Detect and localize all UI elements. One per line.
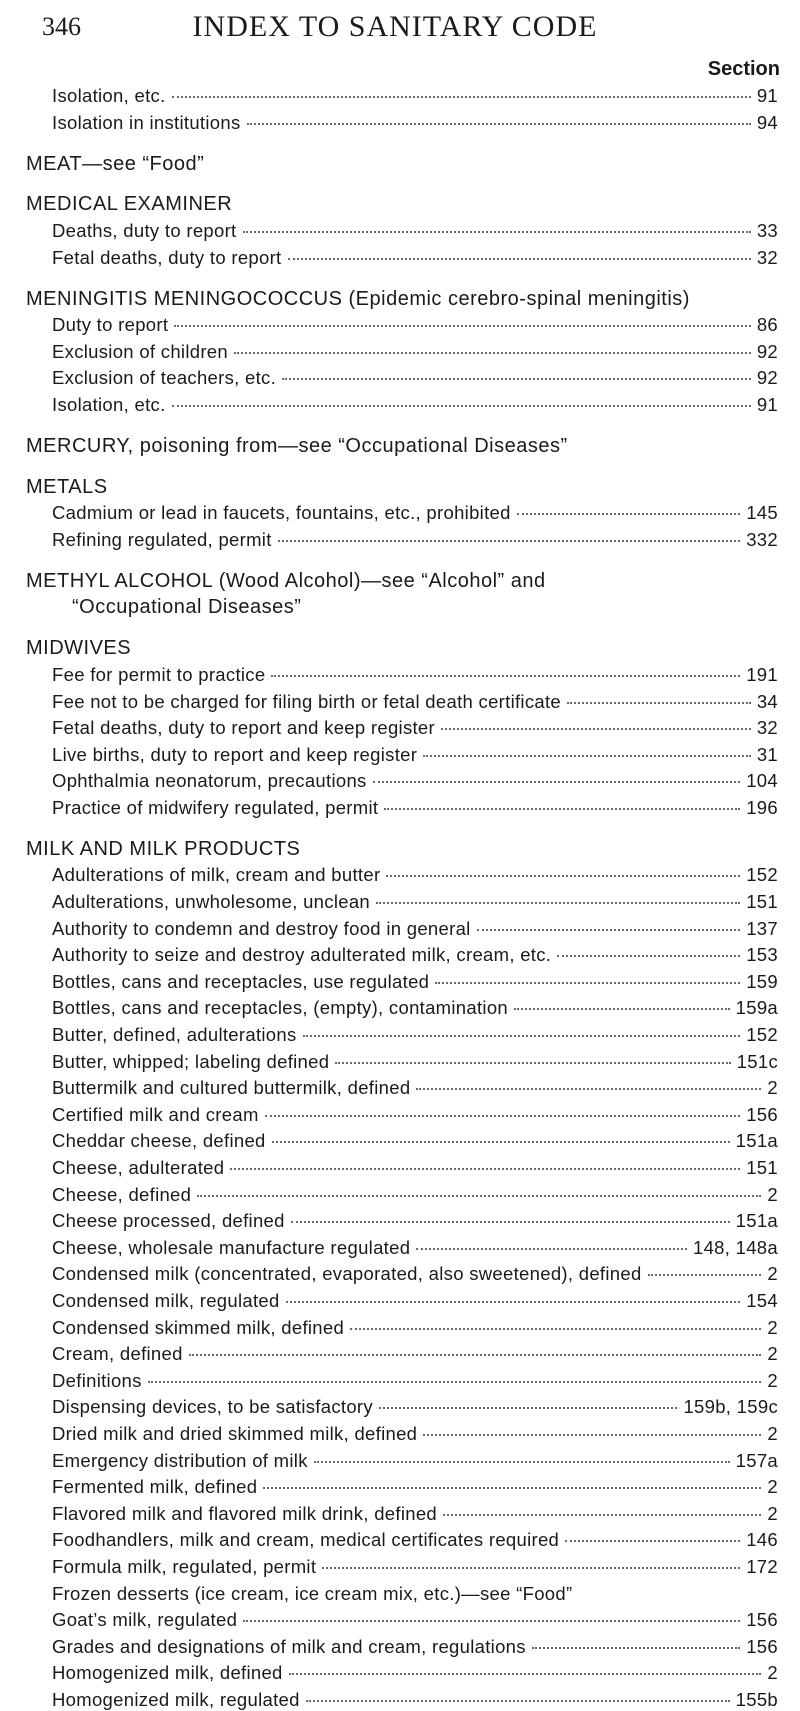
index-entry bbox=[52, 891, 778, 913]
dot-leader bbox=[278, 539, 741, 542]
entry-section-number: 172 bbox=[746, 1556, 778, 1577]
entry-text: Cheddar cheese, defined bbox=[52, 1130, 266, 1152]
dot-leader bbox=[172, 95, 751, 98]
entry-text: Bottles, cans and receptacles, (empty), contamination bbox=[52, 997, 509, 1019]
index-entry bbox=[52, 112, 778, 134]
entry-text: Cheese, wholesale manufacture regulated bbox=[52, 1236, 411, 1258]
entry-text: Dried milk and dried skimmed milk, defined bbox=[52, 1423, 418, 1444]
dot-leader bbox=[286, 1300, 741, 1303]
entry-text: Cream, defined bbox=[52, 1343, 183, 1365]
entry-section-number: 332 bbox=[746, 528, 778, 550]
index-entry bbox=[52, 1689, 778, 1711]
entry-text: Homogenized milk, defined bbox=[52, 1662, 283, 1684]
index-entry bbox=[52, 1343, 778, 1365]
index-entry bbox=[52, 797, 778, 819]
entry-section-number: 156 bbox=[746, 1635, 778, 1657]
entry-section-number: 2 bbox=[767, 1423, 778, 1444]
index-entry bbox=[52, 1556, 778, 1578]
index-heading: MIDWIVES bbox=[26, 637, 132, 660]
dot-leader bbox=[386, 874, 740, 877]
entry-section-number: 154 bbox=[746, 1290, 778, 1311]
entry-text: Deaths, duty to report bbox=[52, 220, 237, 241]
index-heading: MEDICAL EXAMINER bbox=[26, 193, 233, 216]
entry-text: Adulterations of milk, cream and butter bbox=[52, 864, 381, 886]
dot-leader bbox=[379, 1406, 678, 1409]
entry-section-number: 145 bbox=[746, 502, 778, 524]
entry-section-number: 91 bbox=[756, 393, 778, 415]
index-entry bbox=[52, 1423, 778, 1445]
dot-leader bbox=[263, 1486, 761, 1489]
dot-leader bbox=[567, 701, 751, 704]
dot-leader bbox=[373, 780, 741, 783]
index-entry bbox=[52, 1263, 778, 1285]
entry-section-number: 104 bbox=[746, 770, 778, 792]
entry-text: Bottles, cans and receptacles, use regulated bbox=[52, 970, 430, 992]
entry-text: Fee not to be charged for filing birth or fetal death certificate bbox=[52, 690, 561, 712]
entry-text: Butter, defined, adulterations bbox=[52, 1024, 297, 1045]
dot-leader bbox=[423, 1433, 761, 1436]
entry-text: Cheese, defined bbox=[52, 1183, 192, 1205]
index-entry bbox=[52, 1662, 778, 1684]
index-entry bbox=[52, 314, 778, 336]
entry-text: Butter, whipped; labeling defined bbox=[52, 1050, 330, 1072]
index-entry bbox=[52, 1476, 778, 1498]
entry-text: Cheese processed, defined bbox=[52, 1210, 285, 1232]
dot-leader bbox=[648, 1273, 762, 1276]
dot-leader bbox=[441, 727, 751, 730]
entry-section-number: 156 bbox=[746, 1609, 778, 1631]
dot-leader bbox=[174, 324, 751, 327]
index-entry bbox=[52, 1370, 778, 1392]
entry-section-number: 34 bbox=[756, 690, 778, 712]
index-entry bbox=[52, 717, 778, 739]
index-entry bbox=[52, 367, 778, 389]
entry-text: Fetal deaths, duty to report and keep register bbox=[52, 717, 435, 739]
entry-text: Foodhandlers, milk and cream, medical certificates required bbox=[52, 1529, 560, 1551]
entry-section-number: 152 bbox=[746, 864, 778, 886]
entry-section-number: 32 bbox=[756, 246, 778, 268]
page-header bbox=[10, 8, 780, 48]
entry-text: Condensed skimmed milk, defined bbox=[52, 1316, 345, 1338]
index-entry bbox=[52, 1237, 778, 1259]
dot-leader bbox=[291, 1220, 730, 1223]
entry-section-number: 148, 148a bbox=[692, 1236, 778, 1258]
entry-section-number: 152 bbox=[746, 1024, 778, 1045]
index-entry bbox=[52, 1583, 778, 1605]
entry-section-number: 2 bbox=[767, 1316, 778, 1338]
dot-leader bbox=[517, 512, 741, 515]
index-heading: METHYL ALCOHOL (Wood Alcohol)—see “Alcohol” and bbox=[26, 569, 546, 592]
entry-section-number: 31 bbox=[756, 743, 778, 765]
section-column-label: Section bbox=[707, 58, 780, 80]
index-entry bbox=[52, 744, 778, 766]
entry-text: Certified milk and cream bbox=[52, 1103, 259, 1125]
entry-text: Isolation, etc. bbox=[52, 393, 166, 415]
dot-leader bbox=[303, 1034, 741, 1037]
entry-section-number: 157a bbox=[735, 1449, 778, 1471]
entry-text: Fetal deaths, duty to report bbox=[52, 246, 282, 268]
entry-section-number: 159 bbox=[746, 970, 778, 992]
entry-section-number: 92 bbox=[756, 367, 778, 389]
entry-section-number: 91 bbox=[756, 85, 778, 106]
entry-text: Dispensing devices, to be satisfactory bbox=[52, 1396, 373, 1418]
dot-leader bbox=[314, 1460, 730, 1463]
index-entry bbox=[52, 1184, 778, 1206]
dot-leader bbox=[282, 377, 751, 380]
entry-section-number: 2 bbox=[767, 1502, 778, 1524]
entry-text: Grades and designations of milk and cream, regulations bbox=[52, 1635, 526, 1657]
index-entry bbox=[52, 1609, 778, 1631]
index-entry bbox=[52, 1051, 778, 1073]
page-title: INDEX TO SANITARY CODE bbox=[192, 10, 598, 43]
entry-section-number: 151 bbox=[746, 1157, 778, 1178]
entry-text: Isolation in institutions bbox=[52, 111, 241, 133]
index-entry bbox=[52, 1636, 778, 1658]
dot-leader bbox=[197, 1194, 761, 1197]
dot-leader bbox=[289, 1672, 762, 1675]
dot-leader bbox=[265, 1114, 741, 1117]
dot-leader bbox=[416, 1087, 761, 1090]
dot-leader bbox=[350, 1327, 761, 1330]
index-heading: MEAT—see “Food” bbox=[26, 152, 205, 175]
entry-section-number: 92 bbox=[756, 340, 778, 362]
entry-text: Condensed milk, regulated bbox=[52, 1290, 280, 1311]
index-entry bbox=[52, 341, 778, 363]
entry-text: Duty to report bbox=[52, 314, 169, 336]
dot-leader bbox=[565, 1539, 740, 1542]
entry-text: Practice of midwifery regulated, permit bbox=[52, 796, 379, 818]
dot-leader bbox=[435, 981, 740, 984]
index-entry bbox=[52, 1503, 778, 1525]
entry-text: Flavored milk and flavored milk drink, defined bbox=[52, 1502, 437, 1524]
index-entry bbox=[52, 997, 778, 1019]
dot-leader bbox=[148, 1380, 762, 1383]
dot-leader bbox=[322, 1566, 740, 1569]
entry-section-number: 151a bbox=[735, 1130, 778, 1152]
entry-text: Exclusion of teachers, etc. bbox=[52, 367, 277, 389]
entry-text: Live births, duty to report and keep register bbox=[52, 743, 418, 765]
index-entry bbox=[52, 691, 778, 713]
entry-text: Isolation, etc. bbox=[52, 85, 166, 106]
entry-section-number: 2 bbox=[767, 1077, 778, 1099]
entry-text: Condensed milk (concentrated, evaporated, also sweetened), defined bbox=[52, 1263, 642, 1285]
index-heading: MENINGITIS MENINGOCOCCUS (Epidemic cerebro-spinal meningitis) bbox=[26, 287, 690, 310]
dot-leader bbox=[557, 954, 740, 957]
entry-section-number: 155b bbox=[735, 1689, 778, 1710]
entry-section-number: 151c bbox=[736, 1050, 778, 1072]
entry-text: Emergency distribution of milk bbox=[52, 1449, 308, 1471]
entry-text: Fermented milk, defined bbox=[52, 1476, 258, 1498]
dot-leader bbox=[234, 351, 751, 354]
entry-section-number: 151 bbox=[746, 891, 778, 912]
entry-section-number: 2 bbox=[767, 1369, 778, 1391]
entry-section-number: 2 bbox=[767, 1343, 778, 1365]
entry-section-number: 146 bbox=[746, 1529, 778, 1551]
index-heading: MERCURY, poisoning from—see “Occupational Diseases” bbox=[26, 434, 568, 457]
entry-section-number: 191 bbox=[746, 663, 778, 685]
index-entry bbox=[52, 664, 778, 686]
entry-section-number: 156 bbox=[746, 1103, 778, 1125]
entry-text: Cadmium or lead in faucets, fountains, etc., prohibited bbox=[52, 502, 511, 524]
entry-section-number: 2 bbox=[767, 1183, 778, 1205]
entry-text: Goat’s milk, regulated bbox=[52, 1609, 238, 1631]
entry-section-number: 2 bbox=[767, 1263, 778, 1285]
entry-text: Ophthalmia neonatorum, precautions bbox=[52, 770, 367, 792]
entry-section-number: 2 bbox=[767, 1662, 778, 1684]
dot-leader bbox=[271, 674, 740, 677]
entry-text: Fee for permit to practice bbox=[52, 663, 266, 685]
dot-leader bbox=[306, 1699, 730, 1702]
dot-leader bbox=[243, 1619, 740, 1622]
index-entry bbox=[52, 864, 778, 886]
entry-text: Refining regulated, permit bbox=[52, 528, 272, 550]
index-entry bbox=[52, 394, 778, 416]
index-heading: METALS bbox=[26, 475, 108, 498]
entry-text: Cheese, adulterated bbox=[52, 1157, 225, 1178]
index-heading-continuation: “Occupational Diseases” bbox=[72, 596, 302, 619]
index-entry bbox=[52, 1529, 778, 1551]
index-entry bbox=[52, 1317, 778, 1339]
index-entry bbox=[52, 1157, 778, 1179]
dot-leader bbox=[172, 404, 751, 407]
index-entry bbox=[52, 971, 778, 993]
dot-leader bbox=[288, 257, 751, 260]
index-entry bbox=[52, 220, 778, 242]
entry-text: Homogenized milk, regulated bbox=[52, 1689, 300, 1710]
page-number: 346 bbox=[42, 12, 81, 41]
index-entry bbox=[52, 1077, 778, 1099]
entry-section-number: 153 bbox=[746, 944, 778, 966]
dot-leader bbox=[189, 1353, 762, 1356]
index-entry bbox=[52, 1396, 778, 1418]
index-entry bbox=[52, 1210, 778, 1232]
index-entry bbox=[52, 770, 778, 792]
entry-text: Buttermilk and cultured buttermilk, defined bbox=[52, 1077, 411, 1099]
dot-leader bbox=[423, 754, 751, 757]
entry-text: Formula milk, regulated, permit bbox=[52, 1556, 317, 1577]
entry-section-number: 196 bbox=[746, 796, 778, 818]
index-entry bbox=[52, 1290, 778, 1312]
entry-section-number: 159a bbox=[735, 997, 778, 1019]
entry-section-number: 151a bbox=[735, 1210, 778, 1232]
index-entry bbox=[52, 85, 778, 107]
entry-section-number: 32 bbox=[756, 717, 778, 739]
dot-leader bbox=[230, 1167, 740, 1170]
entry-section-number: 137 bbox=[746, 917, 778, 939]
entry-section-number: 86 bbox=[756, 314, 778, 336]
entry-text: Exclusion of children bbox=[52, 340, 228, 362]
dot-leader bbox=[514, 1007, 730, 1010]
dot-leader bbox=[532, 1646, 740, 1649]
index-entry bbox=[52, 944, 778, 966]
dot-leader bbox=[443, 1513, 761, 1516]
index-heading: MILK AND MILK PRODUCTS bbox=[26, 837, 301, 860]
index-entry bbox=[52, 529, 778, 551]
entry-text: Authority to seize and destroy adulterated milk, cream, etc. bbox=[52, 944, 552, 966]
dot-leader bbox=[477, 928, 741, 931]
entry-text: Authority to condemn and destroy food in general bbox=[52, 917, 471, 939]
index-entry bbox=[52, 1024, 778, 1046]
entry-section-number: 94 bbox=[756, 111, 778, 133]
dot-leader bbox=[376, 901, 740, 904]
dot-leader bbox=[416, 1247, 687, 1250]
index-entry bbox=[52, 502, 778, 524]
entry-section-number: 33 bbox=[756, 220, 778, 241]
dot-leader bbox=[272, 1140, 730, 1143]
index-entry bbox=[52, 918, 778, 940]
dot-leader bbox=[243, 230, 751, 233]
entry-text: Definitions bbox=[52, 1369, 142, 1391]
entry-text: Frozen desserts (ice cream, ice cream mix, etc.)—see “Food” bbox=[52, 1582, 573, 1604]
index-entry bbox=[52, 247, 778, 269]
dot-leader bbox=[247, 122, 751, 125]
dot-leader bbox=[335, 1061, 730, 1064]
index-entry bbox=[52, 1104, 778, 1126]
entry-section-number: 2 bbox=[767, 1476, 778, 1498]
entry-section-number: 159b, 159c bbox=[683, 1396, 778, 1418]
index-entry bbox=[52, 1130, 778, 1152]
entry-text: Adulterations, unwholesome, unclean bbox=[52, 891, 370, 912]
dot-leader bbox=[384, 807, 740, 810]
index-entry bbox=[52, 1450, 778, 1472]
